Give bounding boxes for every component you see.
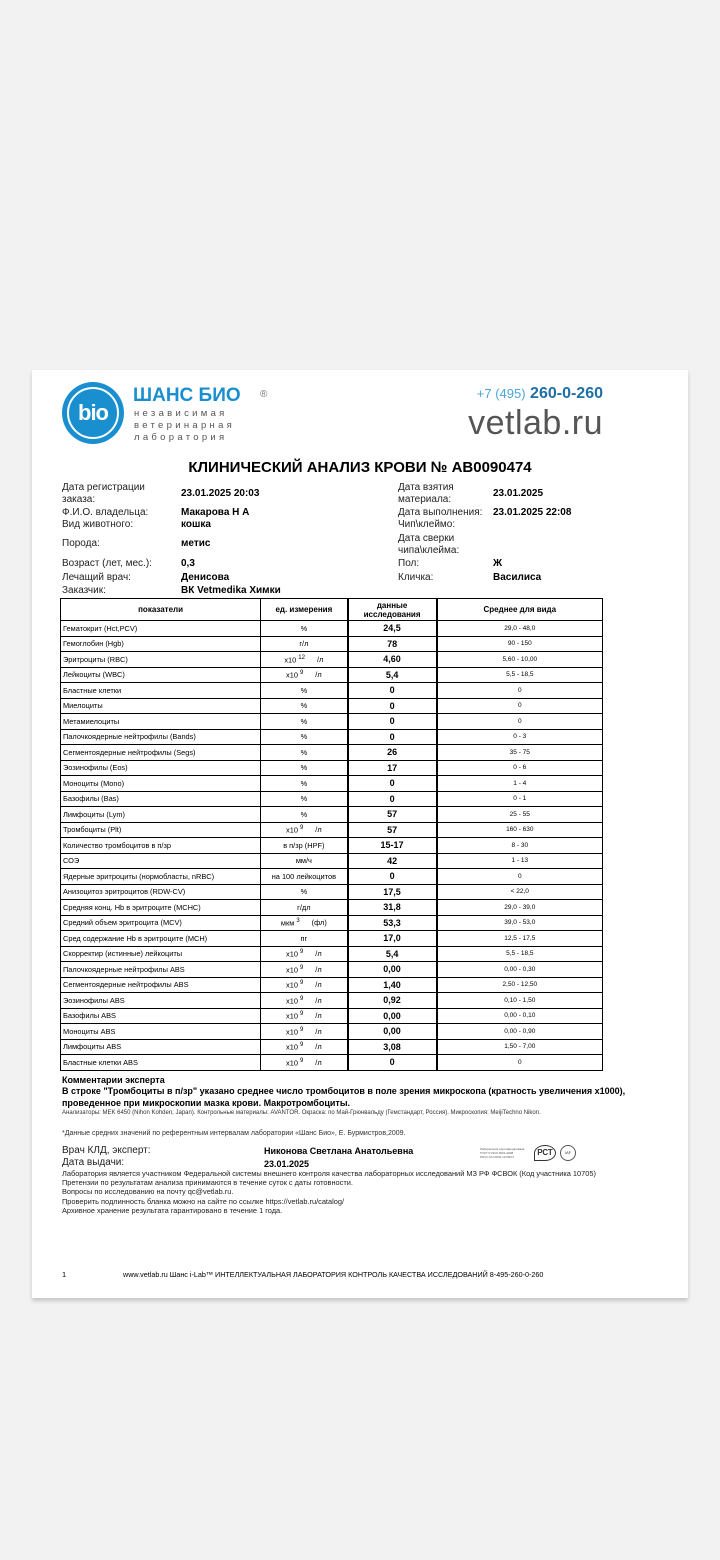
result-value: 78 xyxy=(348,636,437,652)
info-label: Лечащий врач: xyxy=(62,572,131,583)
result-value: 0,00 xyxy=(348,1008,437,1024)
parameter-unit xyxy=(261,791,348,807)
table-row xyxy=(61,993,603,1009)
reference-range: 29,0 - 39,0 xyxy=(437,900,603,916)
table-row xyxy=(61,900,603,916)
unit-base: % xyxy=(300,716,308,726)
unit-base: г/л xyxy=(299,639,309,649)
parameter-unit xyxy=(261,962,348,978)
bio-logo-icon xyxy=(62,382,124,444)
parameter-unit xyxy=(261,838,348,854)
table-row xyxy=(61,1055,603,1071)
reference-range: 160 - 630 xyxy=(437,822,603,838)
parameter-name: Миелоциты xyxy=(61,698,261,714)
info-value-pet-name: Василиса xyxy=(493,572,542,583)
unit-tail: /л xyxy=(315,825,322,835)
parameter-unit xyxy=(261,946,348,962)
comments-text: В строке "Тромбоциты в п/зр" указано среднее число тромбоцитов в поле зрения микроскопа (кратность увеличения х1000), проведенное при микроскопии мазка крови. Макротромбоциты. xyxy=(62,1086,626,1108)
parameter-unit xyxy=(261,869,348,885)
unit-base: х10 xyxy=(286,1057,298,1067)
unit-exponent: 9 xyxy=(299,949,304,956)
table-row xyxy=(61,683,603,699)
result-value: 0 xyxy=(348,1055,437,1071)
unit-base: % xyxy=(300,732,308,742)
brand-subtitle-line: лаборатория xyxy=(134,432,228,443)
note-line: Вопросы по исследованию на почту qc@vetlab.ru. xyxy=(62,1187,234,1197)
doctor-label: Врач КЛД, эксперт: xyxy=(62,1145,151,1156)
report-page xyxy=(32,370,688,1298)
reference-range: 90 - 150 xyxy=(437,636,603,652)
doctor-name: Никонова Светлана Анатольевна xyxy=(264,1146,414,1156)
result-value: 17,5 xyxy=(348,884,437,900)
reference-range: 0 - 3 xyxy=(437,729,603,745)
info-value-age: 0,3 xyxy=(181,558,195,569)
result-value: 4,60 xyxy=(348,652,437,668)
reference-range: 0,10 - 1,50 xyxy=(437,993,603,1009)
unit-base: х10 xyxy=(284,654,297,664)
analyzers-info: Анализаторы: MEK 6450 (Nihon Kohden, Japan). Контрольные материалы: AVANTOR. Окраска: по Май-Грюнвальду (Гемстандарт, Россия). Микроскопия: MeijiTechno Nikon. xyxy=(62,1110,541,1116)
result-value: 0 xyxy=(348,683,437,699)
cert-line: Лаборатория сертифицирована xyxy=(480,1147,525,1151)
parameter-unit xyxy=(261,714,348,730)
result-value: 5,4 xyxy=(348,667,437,683)
info-label: Пол: xyxy=(398,558,420,569)
reference-range: 2,50 - 12,50 xyxy=(437,977,603,993)
column-header-result: данные исследования xyxy=(348,599,437,621)
parameter-name: Лимфоциты ABS xyxy=(61,1039,261,1055)
unit-tail: /л xyxy=(315,980,322,990)
result-value: 15-17 xyxy=(348,838,437,854)
unit-tail: /л xyxy=(315,1026,322,1036)
table-row xyxy=(61,869,603,885)
info-label: Порода: xyxy=(62,538,100,549)
parameter-unit xyxy=(261,652,348,668)
unit-base: % xyxy=(300,685,308,695)
parameter-name: Сред содержание Hb в эритроците (MCH) xyxy=(61,931,261,947)
result-value: 0,92 xyxy=(348,993,437,1009)
table-row xyxy=(61,621,603,637)
result-value: 0 xyxy=(348,698,437,714)
phone-prefix: +7 (495) xyxy=(476,386,526,401)
table-row xyxy=(61,853,603,869)
reference-range: 8 - 30 xyxy=(437,838,603,854)
parameter-unit xyxy=(261,822,348,838)
reference-range: 0 xyxy=(437,698,603,714)
unit-base: х10 xyxy=(286,1011,298,1021)
column-header-unit: ед. измерения xyxy=(261,599,348,621)
parameter-unit xyxy=(261,900,348,916)
parameter-name: Тромбоциты (Plt) xyxy=(61,822,261,838)
info-value-customer: ВК Vetmedika Химки xyxy=(181,585,281,596)
info-label: Дата сверки чипа\клейма: xyxy=(398,533,460,556)
table-row xyxy=(61,1008,603,1024)
parameter-name: Моноциты ABS xyxy=(61,1024,261,1040)
table-row xyxy=(61,636,603,652)
info-value-species: кошка xyxy=(181,519,211,530)
unit-base: х10 xyxy=(286,980,298,990)
parameter-name: Базофилы (Bas) xyxy=(61,791,261,807)
reference-range: 0 - 1 xyxy=(437,791,603,807)
parameter-unit xyxy=(261,807,348,823)
parameter-name: Сегментоядерные нейтрофилы (Segs) xyxy=(61,745,261,761)
unit-exponent: 9 xyxy=(299,1057,304,1064)
reference-range: 0 xyxy=(437,714,603,730)
unit-base: в п/зр (HPF) xyxy=(283,840,325,850)
brand-name: ШАНС БИО xyxy=(133,385,241,406)
parameter-unit xyxy=(261,729,348,745)
page-footer-text: www.vetlab.ru Шанс i-Lab™ ИНТЕЛЛЕКТУАЛЬНАЯ ЛАБОРАТОРИЯ КОНТРОЛЬ КАЧЕСТВА ИССЛЕДОВАНИЙ 8-495-260-0-260 xyxy=(123,1270,544,1279)
reference-range: 0 xyxy=(437,683,603,699)
reference-range: 39,0 - 53,0 xyxy=(437,915,603,931)
info-label: Дата выполнения: xyxy=(398,507,483,518)
table-row xyxy=(61,729,603,745)
parameter-name: Метамиелоциты xyxy=(61,714,261,730)
parameter-unit xyxy=(261,667,348,683)
info-label: Заказчик: xyxy=(62,585,106,596)
result-value: 26 xyxy=(348,745,437,761)
table-row xyxy=(61,977,603,993)
phone-number[interactable] xyxy=(477,385,603,403)
result-value: 0 xyxy=(348,714,437,730)
table-row xyxy=(61,838,603,854)
parameter-unit xyxy=(261,884,348,900)
parameter-unit xyxy=(261,915,348,931)
table-row xyxy=(61,667,603,683)
unit-exponent: 9 xyxy=(299,1042,304,1049)
result-value: 17,0 xyxy=(348,931,437,947)
unit-base: х10 xyxy=(286,1042,298,1052)
brand-subtitle-line: ветеринарная xyxy=(134,420,236,431)
parameter-unit xyxy=(261,745,348,761)
logo-text: bio xyxy=(78,400,108,425)
unit-tail: /л xyxy=(316,654,324,664)
unit-exponent: 9 xyxy=(299,964,304,971)
unit-exponent: 12 xyxy=(298,654,305,661)
result-value: 0,00 xyxy=(348,962,437,978)
parameter-name: Базофилы ABS xyxy=(61,1008,261,1024)
reference-range: 0 - 6 xyxy=(437,760,603,776)
reference-range: 0,00 - 0,30 xyxy=(437,962,603,978)
info-value-registration-date: 23.01.2025 20:03 xyxy=(181,488,260,499)
table-row xyxy=(61,652,603,668)
brand-subtitle-line: независимая xyxy=(134,408,228,419)
unit-tail: /л xyxy=(315,1042,322,1052)
reference-range: 5,5 - 18,5 xyxy=(437,946,603,962)
result-value: 5,4 xyxy=(348,946,437,962)
parameter-name: Эозинофилы ABS xyxy=(61,993,261,1009)
reference-range: 5,5 - 18,5 xyxy=(437,667,603,683)
reference-range: 0 xyxy=(437,869,603,885)
unit-base: % xyxy=(300,794,308,804)
parameter-unit xyxy=(261,977,348,993)
reference-range: 25 - 55 xyxy=(437,807,603,823)
info-label: Дата взятия материала: xyxy=(398,482,454,505)
info-value-sample-date: 23.01.2025 xyxy=(493,488,544,499)
result-value: 0 xyxy=(348,776,437,792)
unit-exponent: 3 xyxy=(296,918,300,925)
parameter-name: Лимфоциты (Lym) xyxy=(61,807,261,823)
parameter-name: Сегментоядерные нейтрофилы ABS xyxy=(61,977,261,993)
parameter-name: Палочкоядерные нейтрофилы (Bands) xyxy=(61,729,261,745)
unit-tail: /л xyxy=(315,964,322,974)
parameter-name: Гемоглобин (Hgb) xyxy=(61,636,261,652)
unit-exponent: 9 xyxy=(299,1011,304,1018)
unit-base: на 100 лейкоцитов xyxy=(271,871,337,881)
unit-exponent: 9 xyxy=(299,1026,304,1033)
unit-base: г/дл xyxy=(297,902,311,912)
reference-range: 0,00 - 0,90 xyxy=(437,1024,603,1040)
reference-range: 29,0 - 48,0 xyxy=(437,621,603,637)
unit-base: х10 xyxy=(286,825,298,835)
result-value: 0,00 xyxy=(348,1024,437,1040)
parameter-name: Бластные клетки xyxy=(61,683,261,699)
issue-date-label: Дата выдачи: xyxy=(62,1157,125,1168)
table-row xyxy=(61,698,603,714)
parameter-name: Лейкоциты (WBC) xyxy=(61,667,261,683)
parameter-unit xyxy=(261,683,348,699)
page-number: 1 xyxy=(62,1270,67,1279)
unit-base: х10 xyxy=(286,670,298,680)
certification-text xyxy=(480,1147,530,1159)
unit-base: % xyxy=(300,887,308,897)
table-row xyxy=(61,962,603,978)
parameter-name: Моноциты (Mono) xyxy=(61,776,261,792)
reference-range: 1,50 - 7,00 xyxy=(437,1039,603,1055)
column-header-parameter: показатели xyxy=(61,599,261,621)
parameter-unit xyxy=(261,1055,348,1071)
table-row xyxy=(61,946,603,962)
unit-base: % xyxy=(300,809,308,819)
info-label: Чип\клеймо: xyxy=(398,519,456,530)
result-value: 57 xyxy=(348,807,437,823)
results-table xyxy=(60,598,603,1071)
cert-line: РОСС RU.0001.13.ИФ71 xyxy=(480,1155,515,1159)
result-value: 3,08 xyxy=(348,1039,437,1055)
parameter-name: Бластные клетки ABS xyxy=(61,1055,261,1071)
result-value: 57 xyxy=(348,822,437,838)
reference-range: 1 - 4 xyxy=(437,776,603,792)
reference-range: 1 - 13 xyxy=(437,853,603,869)
table-row xyxy=(61,1024,603,1040)
unit-base: х10 xyxy=(286,964,298,974)
result-value: 17 xyxy=(348,760,437,776)
table-row xyxy=(61,776,603,792)
parameter-name: Гематокрит (Hct,PCV) xyxy=(61,621,261,637)
parameter-unit xyxy=(261,776,348,792)
result-value: 53,3 xyxy=(348,915,437,931)
note-line: Лаборатория является участником Федеральной системы внешнего контроля качества лабораторных исследований МЗ РФ ФСВОК (Код участника 10705) xyxy=(62,1169,596,1178)
unit-tail: /л xyxy=(315,1057,322,1067)
parameter-name: Эритроциты (RBC) xyxy=(61,652,261,668)
reference-range: 12,5 - 17,5 xyxy=(437,931,603,947)
result-value: 1,40 xyxy=(348,977,437,993)
parameter-name: Средняя конц. Hb в эритроците (MCHC) xyxy=(61,900,261,916)
certification-block xyxy=(480,1145,576,1161)
registered-mark: ® xyxy=(260,389,268,400)
unit-base: % xyxy=(300,763,308,773)
parameter-unit xyxy=(261,993,348,1009)
note-line: Архивное хранение результата гарантировано в течение 1 года. xyxy=(62,1205,283,1215)
comments-title: Комментарии эксперта xyxy=(62,1075,165,1085)
unit-base: мм/ч xyxy=(295,856,312,866)
table-row xyxy=(61,915,603,931)
result-value: 24,5 xyxy=(348,621,437,637)
table-row xyxy=(61,884,603,900)
parameter-name: Эозинофилы (Eos) xyxy=(61,760,261,776)
unit-base: мкм xyxy=(280,918,295,928)
parameter-unit xyxy=(261,1024,348,1040)
reference-range: < 22,0 xyxy=(437,884,603,900)
parameter-name: Скорректир (истинные) лейкоциты xyxy=(61,946,261,962)
info-value-doctor: Денисова xyxy=(181,572,230,583)
reference-footnote: *Данные средних значений по референтным интервалам лаборатории «Шанс Био», Е. Бурмистров,2009. xyxy=(62,1130,406,1137)
unit-exponent: 9 xyxy=(299,995,304,1002)
table-row xyxy=(61,807,603,823)
unit-base: х10 xyxy=(286,995,298,1005)
reference-range: 0 xyxy=(437,1055,603,1071)
parameter-unit xyxy=(261,621,348,637)
cert-line: ГОСТ Р ИСО 9001-2008 xyxy=(480,1151,514,1155)
unit-tail: /л xyxy=(315,949,322,959)
parameter-name: СОЭ xyxy=(61,853,261,869)
info-value-breed: метис xyxy=(181,538,211,549)
info-label: Возраст (лет, мес.): xyxy=(62,558,152,569)
unit-exponent: 9 xyxy=(299,980,304,987)
table-row xyxy=(61,822,603,838)
column-header-reference: Среднее для вида xyxy=(437,599,603,621)
unit-base: х10 xyxy=(286,949,298,959)
unit-exponent: 9 xyxy=(299,825,304,832)
parameter-name: Количество тромбоцитов в п/зр xyxy=(61,838,261,854)
unit-base: % xyxy=(300,701,308,711)
parameter-name: Ядерные эритроциты (нормобласты, nRBC) xyxy=(61,869,261,885)
info-value-owner: Макарова Н А xyxy=(181,507,250,518)
result-value: 0 xyxy=(348,729,437,745)
table-row xyxy=(61,931,603,947)
unit-exponent: 9 xyxy=(299,670,304,677)
issue-date-value: 23.01.2025 xyxy=(264,1159,310,1169)
lab-notes xyxy=(62,1169,622,1215)
result-value: 31,8 xyxy=(348,900,437,916)
parameter-unit xyxy=(261,931,348,947)
unit-base: х10 xyxy=(286,1026,298,1036)
table-row xyxy=(61,745,603,761)
phone-main: 260-0-260 xyxy=(530,385,603,402)
document-title: КЛИНИЧЕСКИЙ АНАЛИЗ КРОВИ № AB0090474 xyxy=(188,459,532,476)
pct-certification-icon: РСТ xyxy=(534,1145,556,1161)
unit-base: пг xyxy=(300,933,308,943)
unit-tail: (фл) xyxy=(311,918,327,928)
reference-range: 5,60 - 10,00 xyxy=(437,652,603,668)
parameter-name: Средний объем эритроцита (MCV) xyxy=(61,915,261,931)
parameter-unit xyxy=(261,760,348,776)
parameter-name: Анизоцитоз эритроцитов (RDW-CV) xyxy=(61,884,261,900)
result-value: 0 xyxy=(348,869,437,885)
info-label: Ф.И.О. владельца: xyxy=(62,507,149,518)
unit-base: % xyxy=(300,778,308,788)
table-row xyxy=(61,714,603,730)
parameter-unit xyxy=(261,1039,348,1055)
info-label: Кличка: xyxy=(398,572,434,583)
table-row xyxy=(61,760,603,776)
parameter-unit xyxy=(261,853,348,869)
reference-range: 0,00 - 0,10 xyxy=(437,1008,603,1024)
info-value-sex: Ж xyxy=(493,558,503,569)
unit-tail: /л xyxy=(315,995,322,1005)
site-link[interactable]: vetlab.ru xyxy=(468,404,603,442)
parameter-name: Палочкоядерные нейтрофилы ABS xyxy=(61,962,261,978)
table-header-row xyxy=(61,599,603,621)
note-line: Претензии по результатам анализа принимаются в течение суток с даты готовности. xyxy=(62,1178,353,1188)
result-value: 0 xyxy=(348,791,437,807)
unit-tail: /л xyxy=(315,670,322,680)
table-row xyxy=(61,791,603,807)
unit-tail: /л xyxy=(315,1011,322,1021)
unit-base: % xyxy=(300,747,308,757)
result-value: 42 xyxy=(348,853,437,869)
unit-base: % xyxy=(300,623,308,633)
info-label: Вид животного: xyxy=(62,519,134,530)
iaf-seal-icon: IAF xyxy=(560,1145,576,1161)
info-label: Дата регистрации заказа: xyxy=(62,482,145,505)
reference-range: 35 - 75 xyxy=(437,745,603,761)
info-value-completion-date: 23.01.2025 22:08 xyxy=(493,507,572,518)
parameter-unit xyxy=(261,636,348,652)
note-line: Проверить подлинность бланка можно на сайте по ссылке https://vetlab.ru/catalog/ xyxy=(62,1196,345,1206)
table-row xyxy=(61,1039,603,1055)
parameter-unit xyxy=(261,698,348,714)
parameter-unit xyxy=(261,1008,348,1024)
